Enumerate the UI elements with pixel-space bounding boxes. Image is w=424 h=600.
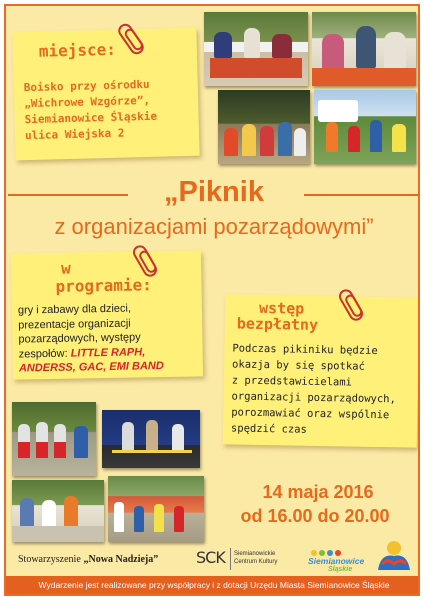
entry-line-5: porozmawiać oraz wspólnie <box>231 406 390 422</box>
program-line-1: gry i zabawy dla dzieci, <box>17 302 132 317</box>
association-logo <box>18 554 158 565</box>
city-logo <box>308 548 366 576</box>
event-date: 14 maja 2016 <box>262 482 374 502</box>
sck-line-1: Siemianowickie <box>234 551 276 557</box>
venue-line-2: „Wichrowe Wzgórze”, <box>24 93 151 111</box>
entry-line-4: organizacji pozarządowych, <box>231 390 396 406</box>
city-line-1: Siemianowice <box>308 556 365 566</box>
venue-label: miejsce: <box>38 39 117 61</box>
photo-kids-games <box>314 90 416 164</box>
program-line-4-prefix: zespołów: <box>18 347 68 361</box>
association-name: „Nowa Nadzieja” <box>83 554 159 565</box>
venue-note <box>12 28 199 161</box>
photo-dance-group <box>12 402 96 476</box>
city-line-2: Śląskie <box>328 566 353 573</box>
venue-line-4: ulica Wiejska 2 <box>24 126 125 143</box>
sck-line-2: Centrum Kultury <box>234 559 278 565</box>
event-title: „Piknik <box>164 176 264 208</box>
program-line-3: pozarządowych, występy <box>18 331 141 346</box>
footer-text: Wydarzenie jest realizowane przy współpracy i z dotacji Urzędu Miasta Siemianowice Śląskie <box>38 580 390 590</box>
photo-visitors-table <box>312 12 416 86</box>
photo-stall-visitors <box>12 480 104 542</box>
event-time: od 16.00 do 20.00 <box>240 506 390 526</box>
entry-label-line-2: bezpłatny <box>236 314 319 334</box>
footer-bar <box>6 576 420 594</box>
program-label-line-1: w <box>61 258 71 278</box>
program-bands-2: ANDERSS, GAC, EMI BAND <box>18 360 164 375</box>
event-subtitle: z organizacjami pozarządowymi” <box>54 214 374 239</box>
venue-line-3: Siemianowice Śląskie <box>24 109 158 127</box>
hands-logo-icon <box>374 536 414 576</box>
entry-line-6: spędzić czas <box>230 422 307 436</box>
venue-line-1: Boisko przy ośrodku <box>23 77 150 95</box>
photo-picnic-tents <box>108 476 204 542</box>
sck-logo <box>196 546 278 572</box>
photo-picnic-stalls <box>204 12 308 86</box>
photo-stage-band <box>102 410 200 468</box>
entry-line-1: Podczas pikiniku będzie <box>232 342 378 357</box>
sck-mark: SCK <box>196 548 225 567</box>
poster <box>4 4 420 596</box>
program-line-2: prezentacje organizacji <box>18 317 131 332</box>
entry-line-2: okazja by się spotkać <box>231 358 365 373</box>
photo-crowd-evening <box>218 90 310 164</box>
program-note <box>11 250 203 379</box>
entry-label-line-1: wstęp <box>258 298 305 318</box>
entry-note <box>223 294 420 447</box>
entry-line-3: z przedstawicielami <box>231 374 353 389</box>
association-prefix: Stowarzyszenie <box>18 554 81 565</box>
program-bands-1: LITTLE RAPH, <box>70 345 146 360</box>
program-label-line-2: programie: <box>55 275 152 296</box>
